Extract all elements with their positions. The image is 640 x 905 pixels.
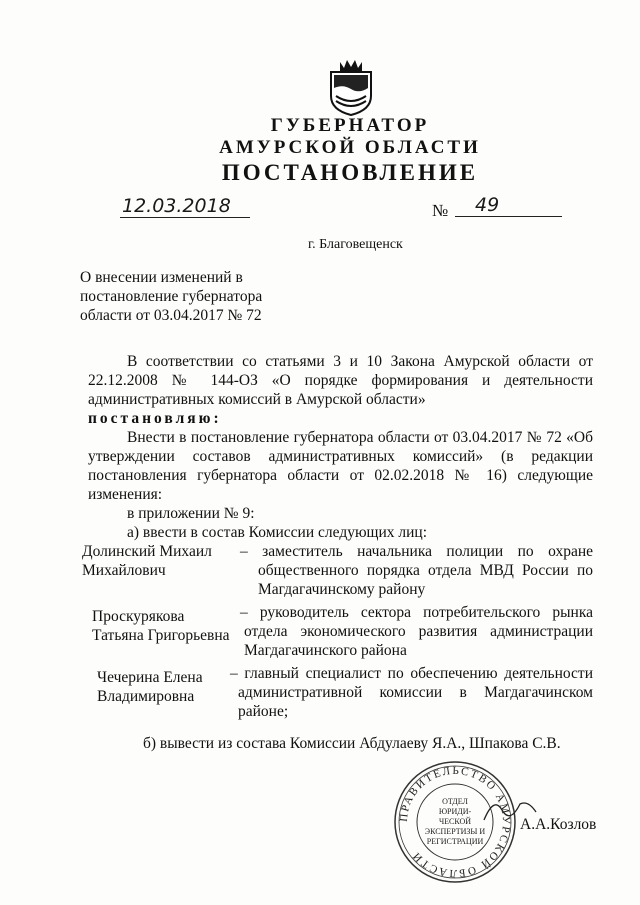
region-title: АМУРСКОЙ ОБЛАСТИ <box>219 137 481 158</box>
person-1-name-line1: Долинский Михаил <box>82 543 212 560</box>
signatory-name: А.А.Козлов <box>520 816 597 833</box>
number-underline <box>455 216 562 217</box>
date-underline <box>120 217 250 218</box>
governor-title: ГУБЕРНАТОР <box>270 115 430 136</box>
body-p2-line2: утверждении составов административных комиссий» (в редакции <box>88 448 593 465</box>
stamp-ring-text: ПРАВИТЕЛЬСТВО АМУРСКОЙ ОБЛАСТИ <box>397 764 513 880</box>
person-2-role-line2: отдела экономического развития администрации <box>244 623 593 640</box>
coat-of-arms-icon <box>328 58 374 116</box>
body-p2-line1: Внести в постановление губернатора области от 03.04.2017 № 72 «Об <box>127 429 593 446</box>
remove-members-line: б) вывести из состава Комиссии Абдулаеву Я.А., Шпакова С.В. <box>143 735 561 752</box>
person-2-role-line1: – руководитель сектора потребительского рынка <box>240 604 593 621</box>
appendix-line: в приложении № 9: <box>127 505 255 522</box>
stamp-center-line: РЕГИСТРАЦИИ <box>426 837 484 846</box>
person-2-name-line2: Татьяна Григорьевна <box>92 627 230 644</box>
body-p2-line4: изменения: <box>88 486 163 503</box>
document-number: 49 <box>475 194 500 216</box>
stamp-center-line: ЧЕСКОЙ <box>438 817 472 826</box>
body-p1-line2: 22.12.2008 № 144-ОЗ «О порядке формирования и деятельности <box>88 372 593 389</box>
person-2-name-line1: Проскурякова <box>92 608 185 625</box>
person-1-role-line2: общественного порядка отдела МВД России по <box>258 562 593 579</box>
add-members-line: а) ввести в состав Комиссии следующих лиц: <box>127 524 428 541</box>
decree-word: постановляю: <box>88 410 222 427</box>
stamp-center-line: ЮРИДИ- <box>438 807 472 816</box>
body-p1-line1: В соответствии со статьями 3 и 10 Закона Амурской области от <box>127 353 593 370</box>
person-3-role-line2: административной комиссии в Магдагачинском <box>238 684 593 701</box>
subject-line-2: постановление губернатора <box>80 288 263 305</box>
stamp-center-line: ЭКСПЕРТИЗЫ И <box>424 827 486 836</box>
body-p2-line3: постановления губернатора области от 02.02.2018 № 16) следующие <box>88 467 593 484</box>
person-1-name-line2: Михайлович <box>82 562 166 579</box>
person-3-role-line3: районе; <box>238 703 289 720</box>
document-type: ПОСТАНОВЛЕНИЕ <box>221 160 479 185</box>
subject-line-1: О внесении изменений в <box>80 269 243 286</box>
number-label: № <box>432 201 449 220</box>
person-1-role-line1: – заместитель начальника полиции по охране <box>240 543 593 560</box>
subject-line-3: области от 03.04.2017 № 72 <box>80 307 262 324</box>
person-3-name-line2: Владимировна <box>97 688 195 705</box>
person-1-role-line3: Магдагачинскому району <box>258 581 426 598</box>
body-p1-line3: административных комиссий в Амурской области» <box>88 391 426 408</box>
stamp-center-line: ОТДЕЛ <box>442 797 468 806</box>
person-3-role-line1: – главный специалист по обеспечению деятельности <box>230 665 593 682</box>
person-2-role-line3: Магдагачинского района <box>244 642 407 659</box>
city: г. Благовещенск <box>308 237 403 252</box>
document-date: 12.03.2018 <box>122 195 231 217</box>
person-3-name-line1: Чечерина Елена <box>97 669 203 686</box>
